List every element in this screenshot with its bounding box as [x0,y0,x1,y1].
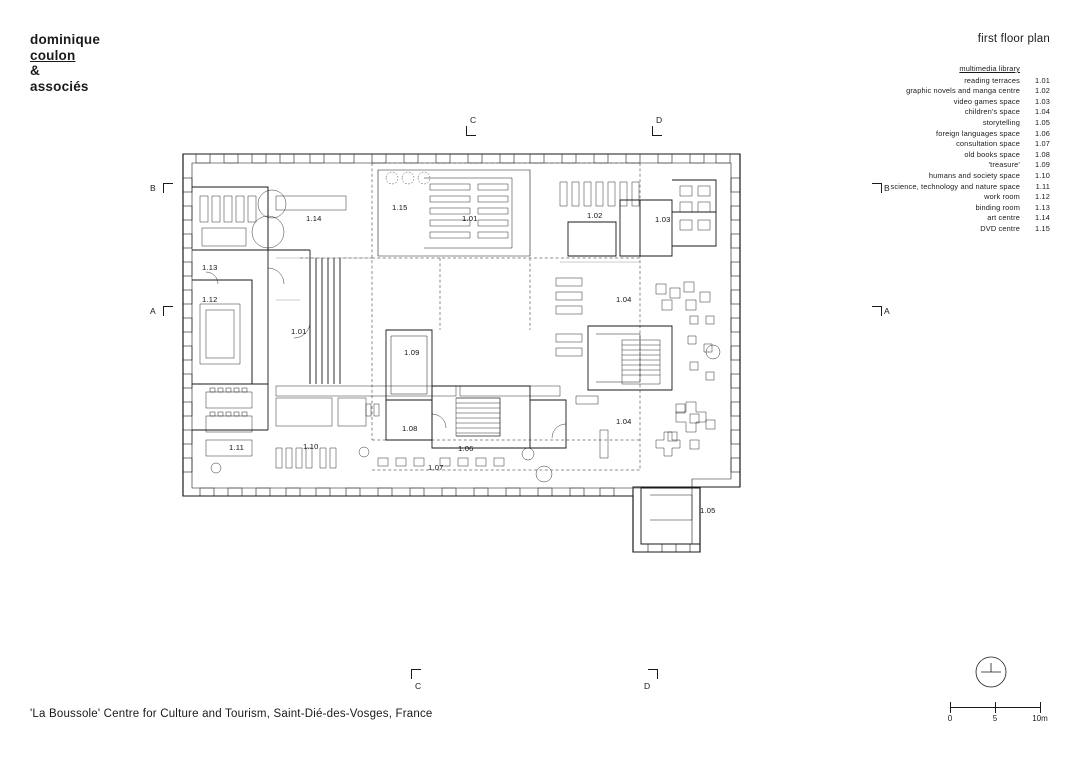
room-number: 1.02 [587,211,603,220]
legend-item-number: 1.11 [1035,181,1050,191]
section-marker-letter: B [150,183,156,193]
legend-item-label: graphic novels and manga centre [906,86,1020,96]
legend-item-label: consultation space [956,139,1020,149]
plan-title: first floor plan [977,33,1050,45]
section-marker-corner [163,183,173,193]
legend-item-number: 1.10 [1035,170,1050,180]
room-number: 1.10 [303,442,319,451]
legend-item-label: art centre [987,213,1020,223]
section-marker-corner [872,183,882,193]
legend-item-number: 1.08 [1035,149,1050,159]
room-number: 1.11 [229,443,245,452]
legend-item-number: 1.01 [1035,75,1050,85]
logo-line-4: associés [30,78,89,94]
room-number: 1.03 [655,215,671,224]
room-number: 1.01 [291,327,307,336]
room-number: 1.09 [404,348,420,357]
section-marker-corner [163,306,173,316]
room-number: 1.12 [202,295,218,304]
legend-item-label: binding room [975,202,1020,212]
legend-item-number: 1.09 [1035,160,1050,170]
project-caption: 'La Boussole' Centre for Culture and Tourism, Saint-Dié-des-Vosges, France [30,708,433,720]
section-marker-corner [411,669,421,679]
north-arrow [972,653,1010,691]
section-marker-letter: D [644,681,651,691]
legend-item-label: reading terraces [964,75,1020,85]
legend-item-label: children's space [964,107,1020,117]
legend-title: multimedia library [959,64,1020,73]
section-marker-corner [648,669,658,679]
legend-item-number: 1.05 [1035,117,1050,127]
scale-labels [947,714,1048,724]
legend-item-label: DVD centre [980,223,1020,233]
room-number: 1.04 [616,417,632,426]
section-marker-corner [872,306,882,316]
logo-line-2: coulon [30,47,76,63]
legend-item-number: 1.14 [1035,213,1050,223]
section-marker-corner [652,126,662,136]
legend-item-number: 1.04 [1035,107,1050,117]
legend-item-number: 1.03 [1035,96,1050,106]
scale-label-mid: 5 [992,714,998,723]
room-number: 1.13 [202,263,218,272]
room-number: 1.08 [402,424,418,433]
room-number: 1.06 [458,444,474,453]
section-marker-letter: A [884,306,890,316]
legend-item-label: humans and society space [928,170,1020,180]
legend-item-label: 'treasure' [988,160,1020,170]
logo-line-1: dominique [30,32,101,47]
room-number: 1.15 [392,203,408,212]
legend-item-label: foreign languages space [936,128,1020,138]
scale-label-zero: 0 [947,714,953,723]
section-marker-letter: C [415,681,422,691]
legend-item-label: video games space [953,96,1020,106]
room-number: 1.05 [700,506,716,515]
legend-item-number: 1.07 [1035,139,1050,149]
section-marker-corner [466,126,476,136]
legend-item-number: 1.02 [1035,86,1050,96]
room-number: 1.07 [428,463,444,472]
legend-item-number: 1.06 [1035,128,1050,138]
section-marker-letter: A [150,306,156,316]
legend-item-label: science, technology and nature space [890,181,1020,191]
room-number: 1.01 [462,214,478,223]
section-marker-letter: B [884,183,890,193]
legend-item-label: old books space [964,149,1020,159]
section-marker-letter: D [656,115,663,125]
legend-item-number: 1.15 [1035,223,1050,233]
legend-item-label: work room [984,192,1020,202]
room-number: 1.14 [306,214,322,223]
legend-item-number: 1.12 [1035,192,1050,202]
legend-item-label: storytelling [982,117,1020,127]
logo-line-3: & [30,63,40,78]
room-number: 1.04 [616,295,632,304]
section-marker-letter: C [470,115,477,125]
legend-item-number: 1.13 [1035,202,1050,212]
scale-ticks [950,702,1040,714]
scale-label-max: 10m [1032,714,1048,723]
scale-bar [947,700,1048,724]
